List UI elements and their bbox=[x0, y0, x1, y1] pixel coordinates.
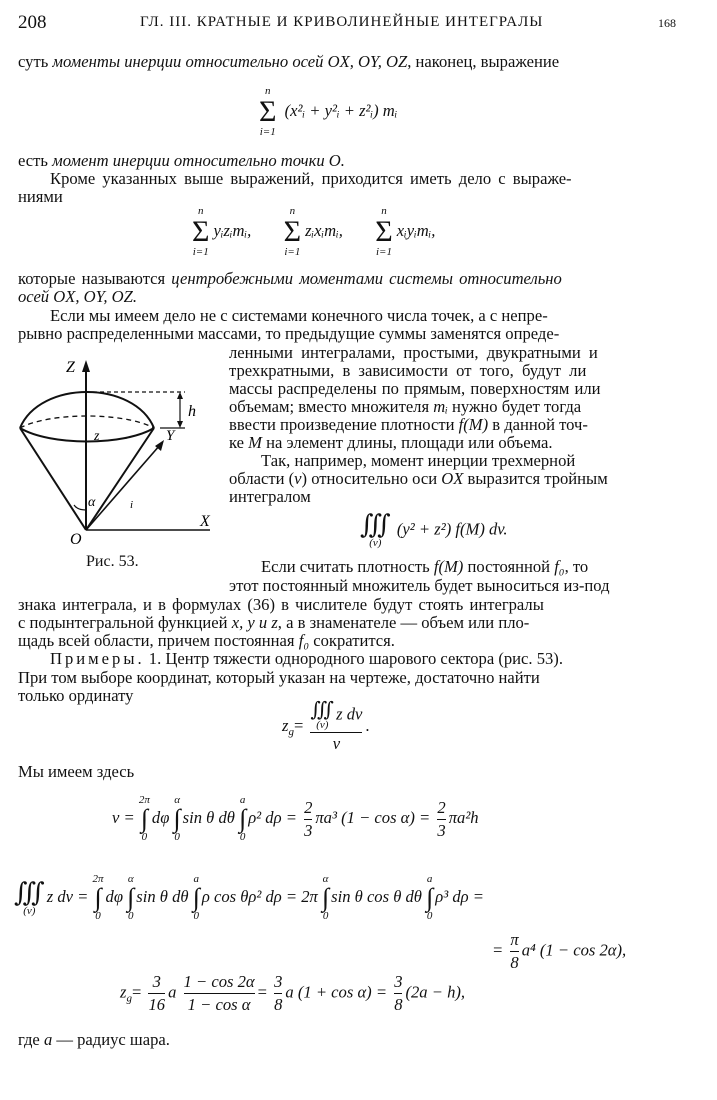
fraction: ∭ (v) z dv v bbox=[310, 699, 363, 753]
alpha-arc bbox=[74, 505, 86, 510]
formula-term: zᵢxᵢmᵢ, bbox=[305, 220, 343, 240]
paragraph-line bbox=[18, 269, 562, 289]
integral-symbol: α ∫ 0 bbox=[322, 873, 330, 922]
paragraph-line: только ординату bbox=[18, 686, 134, 705]
paragraph-line: Если мы имеем дело не с системами конечного числа точек, а с непре- bbox=[50, 306, 548, 325]
paragraph-line: этот постоянный множитель будет выноситься из-под bbox=[229, 576, 610, 595]
formula-body: (x²ᵢ + y²ᵢ + z²ᵢ) mᵢ bbox=[284, 100, 398, 120]
text-run: , то bbox=[564, 557, 589, 576]
paragraph-line: ленными интегралами, простыми, двукратными и bbox=[229, 343, 598, 362]
formula-term: πa³ (1 − cos α) = bbox=[315, 807, 435, 827]
formula-term: sin θ cos θ dθ bbox=[331, 886, 422, 906]
text-run: — радиус шара. bbox=[52, 1030, 170, 1049]
paragraph-line: ниями bbox=[18, 187, 63, 206]
cone-left-side bbox=[20, 428, 86, 530]
text-run: объемам; вместо множителя bbox=[229, 397, 434, 416]
text-run: ке bbox=[229, 433, 249, 452]
text-run: ) относительно оси bbox=[301, 469, 442, 488]
math-symbol: M bbox=[248, 433, 262, 452]
formula-term: dφ bbox=[151, 807, 170, 827]
paragraph-line bbox=[229, 415, 588, 435]
math-subscript: g bbox=[288, 726, 294, 739]
paragraph-line bbox=[18, 52, 559, 72]
integral-symbol: α ∫ 0 bbox=[173, 794, 181, 843]
paragraph-line bbox=[229, 397, 581, 417]
sum-symbol: n Σ i=1 bbox=[375, 205, 393, 258]
formula-term: z dv = bbox=[46, 886, 93, 906]
formula-term: yᵢzᵢmᵢ, bbox=[213, 220, 252, 240]
fraction: $\frac{2}{3}$ bbox=[437, 797, 446, 840]
paragraph-line: массы распределены по прямым, поверхностям или bbox=[229, 379, 601, 398]
page-number: 208 bbox=[18, 12, 47, 33]
paragraph-line bbox=[18, 631, 395, 651]
formula-moment-integral bbox=[14, 874, 484, 922]
paragraph-line bbox=[18, 1030, 170, 1050]
figure-53 bbox=[10, 350, 235, 580]
text-run: , а в знаменателе — объем или пло- bbox=[277, 613, 530, 632]
formula-term: πa²h bbox=[448, 807, 479, 827]
y-axis-label: Y bbox=[166, 428, 175, 444]
sum-symbol: n Σ i=1 bbox=[259, 85, 277, 138]
x-axis-label: X bbox=[200, 513, 210, 530]
formula-term: dφ bbox=[105, 886, 124, 906]
text-run: постоянной bbox=[463, 557, 555, 576]
formula-term: ρ cos θρ² dρ = 2π bbox=[201, 886, 318, 906]
fraction: $\frac{3}{8}$ bbox=[274, 972, 283, 1014]
h-arrow-down bbox=[177, 421, 183, 428]
formula-term: xᵢyᵢmᵢ, bbox=[396, 220, 436, 240]
paragraph-line: Мы имеем здесь bbox=[18, 762, 135, 781]
text-run: ввести произведение плотности bbox=[229, 415, 459, 434]
formula-term: sin θ dθ bbox=[136, 886, 189, 906]
text-run: суть bbox=[18, 52, 53, 71]
h-label: h bbox=[188, 403, 196, 420]
alpha-label: α bbox=[88, 495, 96, 510]
text-run: нужно будет тогда bbox=[447, 397, 582, 416]
h-arrow-up bbox=[177, 392, 183, 399]
emphasis-text: момент инерции относительно точки O. bbox=[52, 151, 345, 170]
text-run: выразится тройным bbox=[463, 469, 608, 488]
integral-symbol: ∭ (v) bbox=[360, 510, 391, 549]
math-symbol: f₀ bbox=[298, 631, 310, 650]
text-run: на элемент длины, площади или объема. bbox=[262, 433, 553, 452]
paragraph-line bbox=[261, 557, 588, 577]
formula-body: (y² + z²) f(M) dv. bbox=[396, 519, 508, 539]
paragraph-line: При том выборе координат, который указан на чертеже, достаточно найти bbox=[18, 668, 540, 687]
paragraph-line bbox=[50, 649, 563, 669]
text-run: в данной точ- bbox=[488, 415, 588, 434]
paragraph-line: интегралом bbox=[229, 487, 311, 506]
fraction: $\frac{3}{16}$ bbox=[148, 972, 166, 1014]
paragraph-line: Так, например, момент инерции трехмерной bbox=[261, 451, 576, 470]
running-title: ГЛ. III. КРАТНЫЕ И КРИВОЛИНЕЙНЫЕ ИНТЕГРАЛЫ bbox=[140, 14, 544, 30]
formula-lhs: v = bbox=[112, 807, 135, 827]
fraction: $\frac{2}{3}$ bbox=[304, 797, 313, 840]
formula-term: = bbox=[492, 940, 508, 960]
formula-term: a bbox=[168, 982, 177, 1002]
math-subscript: g bbox=[126, 992, 132, 1005]
formula-moment-point bbox=[255, 86, 397, 138]
paragraph-line bbox=[229, 433, 553, 453]
paragraph-line bbox=[229, 469, 608, 489]
text-run: области ( bbox=[229, 469, 295, 488]
paragraph-line bbox=[18, 613, 529, 633]
formula-centrifugal bbox=[188, 206, 435, 258]
fraction: $\frac{1 - \cos 2\alpha}{\text{1 − cos α}}$ bbox=[183, 972, 255, 1014]
paragraph-line: рывно распределенными массами, то предыдущие суммы заменятся опреде- bbox=[18, 324, 560, 343]
text-run: щадь всей области, причем постоянная bbox=[18, 631, 299, 650]
text-run: которые называются bbox=[18, 269, 172, 288]
integral-symbol: a ∫ 0 bbox=[426, 873, 434, 922]
math-symbol: f(M) bbox=[433, 557, 464, 576]
text-run: с подынтегральной функцией bbox=[18, 613, 232, 632]
paragraph-line bbox=[18, 287, 137, 307]
math-symbol: f(M) bbox=[458, 415, 489, 434]
paragraph-line bbox=[18, 151, 345, 171]
integral-symbol: a ∫ 0 bbox=[239, 794, 247, 843]
figure-caption: Рис. 53. bbox=[86, 553, 139, 570]
math-symbol: z bbox=[282, 715, 289, 735]
sheet-mark: 168 bbox=[658, 16, 676, 30]
integral-symbol: 2π ∫ 0 bbox=[92, 873, 104, 922]
formula-term: a (1 + cos α) = bbox=[285, 982, 392, 1002]
math-symbol: v bbox=[294, 469, 302, 488]
formula-term: a⁴ (1 − cos 2α), bbox=[521, 940, 627, 960]
sum-symbol: n Σ i=1 bbox=[192, 205, 210, 258]
formula-triple-integral bbox=[360, 512, 508, 549]
integral-symbol: ∭ (v) bbox=[14, 877, 45, 917]
math-symbol: mᵢ bbox=[433, 397, 448, 416]
y-axis-line bbox=[86, 445, 160, 530]
integral-symbol: α ∫ 0 bbox=[127, 873, 135, 922]
math-symbol: x, y и z bbox=[231, 613, 278, 632]
formula-zg-result: $z_g=$ $\frac{3}{16}$ a $\frac{1 - \cos 2\alpha}{\text{1 − cos α}}$ = $\frac{3}{8}$ a (1 + cos α) = $\frac{3}{8}$ (2a − h), bbox=[120, 972, 466, 1014]
formula-term: (2a − h), bbox=[405, 982, 466, 1002]
emphasis-text: центробежными моментами системы относительно bbox=[171, 269, 562, 288]
formula-term: ρ³ dρ = bbox=[435, 886, 484, 906]
examples-label: Примеры. bbox=[50, 649, 145, 668]
formula-zg-definition: $z_g=$ ∭ (v) z dv v . bbox=[282, 699, 370, 753]
fraction: $\frac{\pi}{8}$ bbox=[510, 930, 519, 972]
emphasis-text: осей OX, OY, OZ. bbox=[18, 287, 138, 306]
math-symbol: f₀ bbox=[554, 557, 565, 576]
paragraph-line: знака интеграла, и в формулах (36) в числителе будут стоять интегралы bbox=[18, 595, 544, 614]
math-symbol: z bbox=[120, 982, 127, 1002]
emphasis-text: моменты инерции относительно осей OX, OY, OZ bbox=[52, 52, 408, 71]
z-level-label: z bbox=[94, 429, 100, 444]
formula-volume bbox=[112, 795, 479, 843]
text-run: где bbox=[18, 1030, 44, 1049]
integral-symbol: a ∫ 0 bbox=[192, 873, 200, 922]
formula-term: ρ² dρ = bbox=[248, 807, 302, 827]
z-axis-label: Z bbox=[66, 359, 75, 376]
math-symbol: a bbox=[43, 1030, 53, 1049]
formula-moment-result bbox=[492, 930, 626, 973]
math-symbol: OX bbox=[441, 469, 464, 488]
origin-label: O bbox=[70, 531, 82, 548]
text-run: есть bbox=[18, 151, 53, 170]
i-mark: i bbox=[130, 499, 134, 511]
text-run: Если считать плотность bbox=[261, 557, 434, 576]
paragraph-line: трехкратными, в зависимости от того, будут ли bbox=[229, 361, 587, 380]
text-run: 1. Центр тяжести однородного шарового сектора (рис. 53). bbox=[144, 649, 563, 668]
formula-term: sin θ dθ bbox=[182, 807, 235, 827]
text-run: , наконец, выражение bbox=[407, 52, 560, 71]
z-axis-arrow bbox=[82, 360, 90, 372]
integral-symbol: 2π ∫ 0 bbox=[138, 794, 150, 843]
fraction: $\frac{3}{8}$ bbox=[394, 972, 403, 1014]
text-run: сократится. bbox=[309, 631, 395, 650]
sum-symbol: n Σ i=1 bbox=[283, 205, 302, 258]
paragraph-line: Кроме указанных выше выражений, приходится иметь дело с выраже- bbox=[50, 169, 572, 188]
